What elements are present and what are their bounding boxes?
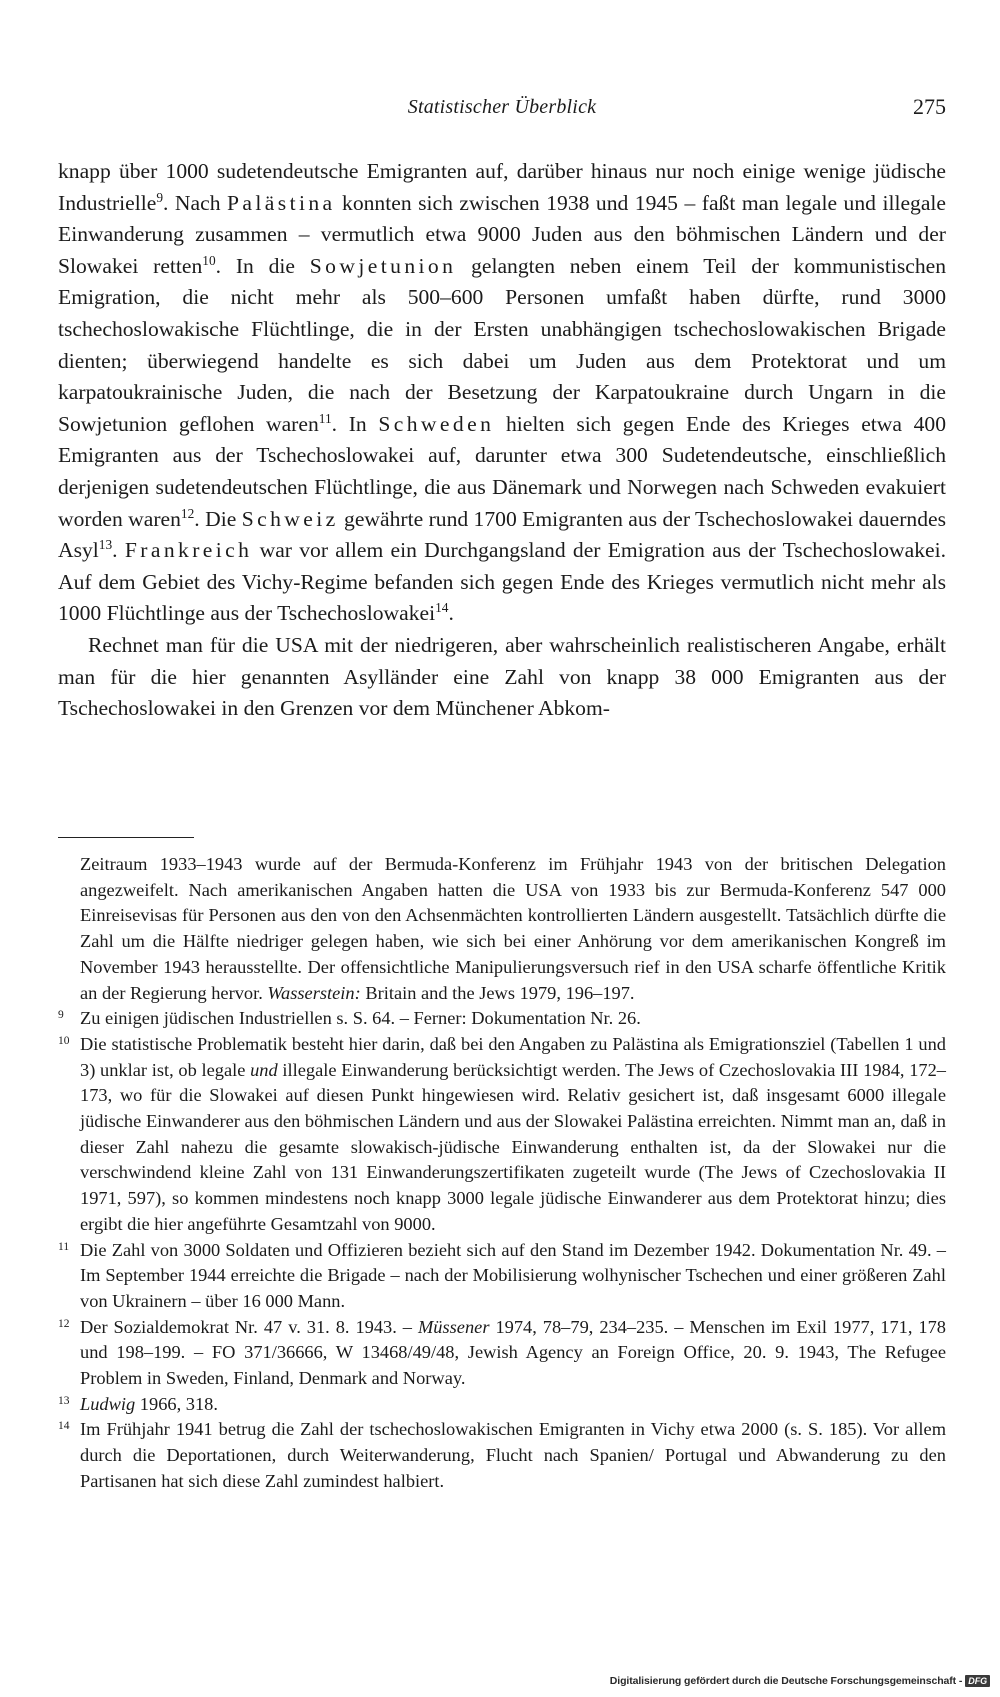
footnote-13 bbox=[58, 1392, 946, 1418]
running-title: Statistischer Überblick bbox=[407, 96, 597, 118]
footnote-number: 13 bbox=[58, 1394, 70, 1407]
footnote-continuation bbox=[58, 852, 946, 1006]
footnote-number: 9 bbox=[58, 1009, 64, 1022]
text-run: illegale Einwanderung berücksichtigt werden. The Jews of Czechoslovakia III 1984, 172–173, wo für die Slowakei auf diesen Punkt hingewiesen wird. Relativ gesichert ist, daß insgesamt 6000 illegale jüdische Einwanderer aus den böhmischen Ländern und aus der Slowakei Palästina erreichten. Nimmt man an, daß in dieser Zahl nahezu die gesamte slowakisch-jüdische Einwanderung enthalten ist, da der Slowakei nur die verschwindend kleine Zahl von 131 Einwanderungszertifikaten zugeteilt wurde (The Jews of Czechoslovakia II 1971, 597), so kommen mindestens noch knapp 3000 legale jüdische Einwanderer aus dem Protektorat hinzu; dies ergibt die hier angeführte Gesamtzahl von 9000. bbox=[80, 1059, 946, 1234]
footnote-10 bbox=[58, 1032, 946, 1238]
text-run: . Die bbox=[194, 506, 242, 531]
footnote-number: 14 bbox=[58, 1420, 70, 1433]
page-number: 275 bbox=[913, 94, 946, 119]
footnote-14 bbox=[58, 1417, 946, 1494]
emphasized-country: Frankreich bbox=[124, 538, 253, 563]
text-run: . In die bbox=[215, 253, 310, 278]
footnote-ref: 9 bbox=[156, 189, 164, 205]
text-run: gelangten neben einem Teil der kommunistischen Emigration, die nicht mehr als 500–600 Personen umfaßt haben dürfte, rund 3000 tschechoslowakische Flüchtlinge, die in der Ersten unabhängigen tschechoslowakischen Brigade dienten; überwiegend handelte es sich dabei um Juden aus dem Protektorat und um karpatoukrainische Juden, die nach der Besetzung der Karpatoukraine durch Ungarn in die Sowjetunion geflohen waren bbox=[58, 253, 946, 436]
text-run: konnten sich zwischen 1938 und 1945 – faßt man legale und illegale Einwanderung zusammen – vermutlich etwa 9000 Juden aus den böhmischen Ländern und der Slowakei retten bbox=[58, 190, 946, 278]
text-run: . In bbox=[331, 411, 379, 436]
author-name: Ludwig bbox=[80, 1393, 136, 1414]
footnote-ref: 13 bbox=[98, 536, 113, 552]
footnote-11 bbox=[58, 1238, 946, 1315]
author-name: Müssener bbox=[417, 1316, 490, 1337]
text-run: . bbox=[448, 601, 454, 626]
footnotes bbox=[58, 852, 946, 1495]
emphasized-country: Schweden bbox=[378, 411, 495, 436]
dfg-logo-icon: DFG bbox=[965, 1675, 990, 1687]
footnote-divider bbox=[58, 837, 194, 838]
text-run: Britain and the Jews 1979, 196–197. bbox=[360, 982, 635, 1003]
digitization-credit bbox=[610, 1675, 990, 1687]
footnote-number: 12 bbox=[58, 1317, 70, 1330]
author-name: Wasserstein: bbox=[267, 982, 361, 1003]
emphasized-country: Schweiz bbox=[241, 506, 339, 531]
text-run: 1966, 318. bbox=[135, 1393, 218, 1414]
paragraph: Rechnet man für die USA mit der niedrigeren, aber wahrscheinlich realistischeren Angabe, erhält man für die hier genannten Asylländer eine Zahl von knapp 38 000 Emigranten aus der Tschechoslowakei in den Grenzen vor dem Münchener Abkom- bbox=[58, 632, 946, 721]
footnote-ref: 10 bbox=[202, 252, 216, 268]
footnote-text: Die Zahl von 3000 Soldaten und Offizieren bezieht sich auf den Stand im Dezember 1942. Dokumentation Nr. 49. – Im September 1944 erreichte die Brigade – nach der Mobilisierung wolhynischer Tschechen und einer größeren Zahl von Ukrainern – über 16 000 Mann. bbox=[80, 1239, 946, 1311]
text-run: gewährte rund 1700 Emigranten aus der Tschechoslowakei dauerndes Asyl bbox=[58, 506, 946, 563]
text-run: Zeitraum 1933–1943 wurde auf der Bermuda-Konferenz im Frühjahr 1943 von der britischen Delegation angezweifelt. Nach amerikanischen Angaben hatten die USA von 1933 bis zur Bermuda-Konferenz 547 000 Einreisevisas für Personen aus den von den Achsenmächten kontrollierten Ländern ausgestellt. Tatsächlich dürfte die Zahl um die Hälfte niedriger gelegen haben, wie sich bei einer Anhörung vor dem amerikanischen Kongreß im November 1943 herausstellte. Der offensichtliche Manipulierungsversuch rief in den USA scharfe öffentliche Kritik an der Regierung hervor. bbox=[80, 854, 946, 1003]
footnote-ref: 14 bbox=[435, 600, 449, 616]
text-run: 1974, 78–79, 234–235. – Menschen im Exil 1977, 171, 178 und 198–199. – FO 371/36666, W 13468/49/48, Jewish Agency an Foreign Office, 20. 9. 1943, The Refugee Problem in Sweden, Finland, Denmark and Norway. bbox=[80, 1316, 946, 1389]
footnote-number: 10 bbox=[58, 1034, 70, 1047]
footnote-text: Zu einigen jüdischen Industriellen s. S. 64. – Ferner: Dokumentation Nr. 26. bbox=[80, 1008, 641, 1029]
emphasized-country: Sowjetunion bbox=[309, 253, 457, 278]
footnote-ref: 12 bbox=[180, 505, 195, 521]
footnote-text: Im Frühjahr 1941 betrug die Zahl der tschechoslowakischen Emigranten in Vichy etwa 2000 (s. S. 185). Vor allem durch die Deportationen, durch Weiterwanderung, Flucht nach Spanien/ Portugal und Abwanderung zu den Partisanen hat sich diese Zahl zumindest halbiert. bbox=[80, 1419, 946, 1491]
text-run: hielten sich gegen Ende des Krieges etwa 400 Emigranten aus der Tschechoslowakei auf, darunter etwa 300 Sudetendeutsche, einschließlich derjenigen sudetendeutschen Flüchtlinge, die aus Dänemark und Norwegen nach Schweden evakuiert worden waren bbox=[58, 411, 947, 531]
paragraph bbox=[58, 156, 946, 630]
footnote-12 bbox=[58, 1315, 946, 1392]
credit-text: Digitalisierung gefördert durch die Deutsche Forschungsgemeinschaft - bbox=[609, 1675, 963, 1687]
page-header bbox=[58, 96, 946, 126]
text-run: Die statistische Problematik besteht hier darin, daß bei den Angaben zu Palästina als Emigrationsziel (Tabellen 1 und 3) unklar ist, ob legale bbox=[80, 1033, 946, 1080]
footnote-9 bbox=[58, 1006, 946, 1032]
main-text bbox=[58, 156, 946, 725]
text-run: knapp über 1000 sudetendeutsche Emigranten auf, darüber hinaus nur noch einige wenige jüdische Industrielle bbox=[58, 159, 946, 215]
footnote-ref: 11 bbox=[318, 410, 332, 426]
emphasized-country: Palästina bbox=[226, 190, 336, 215]
emphasis: und bbox=[250, 1059, 278, 1080]
text-run: Der Sozialdemokrat Nr. 47 v. 31. 8. 1943. – bbox=[80, 1316, 418, 1337]
footnote-number: 11 bbox=[58, 1240, 70, 1253]
text-run: . bbox=[112, 538, 125, 563]
text-run: . Nach bbox=[163, 190, 227, 215]
text-run: war vor allem ein Durchgangsland der Emigration aus der Tschechoslowakei. Auf dem Gebiet des Vichy-Regime befanden sich gegen Ende des Krieges vermutlich nicht mehr als 1000 Flüchtlinge aus der Tschechoslowakei bbox=[58, 538, 946, 626]
